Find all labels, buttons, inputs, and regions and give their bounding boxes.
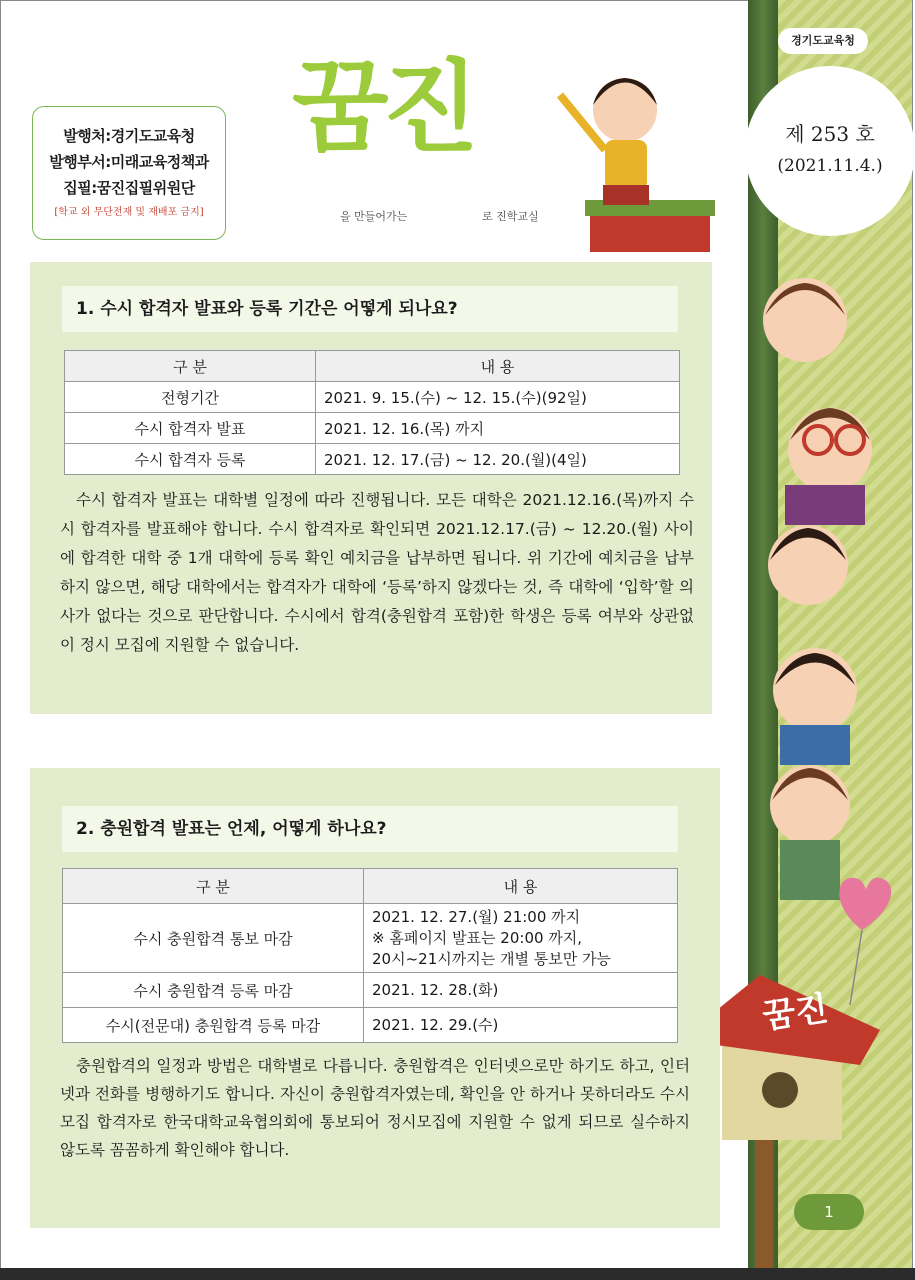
table-cell-label: 수시 충원합격 통보 마감 [63, 904, 364, 973]
publisher-line: 집필:꿈진집필위원단 [63, 179, 195, 197]
title-subtitle-right: 로 진학교실 [482, 210, 539, 223]
table-cell-label: 전형기간 [65, 382, 316, 413]
title-subtitle-left: 을 만들어가는 [340, 210, 408, 223]
table-header-cell: 내 용 [364, 869, 678, 904]
kids-column-illustration [763, 278, 872, 900]
newsletter-title: 꿈진 [292, 49, 474, 166]
table-row [63, 904, 678, 973]
table-cell-line: 20시~21시까지는 개별 통보만 가능 [372, 949, 611, 968]
table-cell-value: 2021. 12. 29.(수) [364, 1008, 678, 1043]
table-header-cell: 내 용 [316, 351, 680, 382]
issue-number: 제 253 호 [785, 122, 875, 146]
table-cell-label: 수시(전문대) 충원합격 등록 마감 [63, 1008, 364, 1043]
section2-paragraph: 충원합격의 일정과 방법은 대학별로 다릅니다. 충원합격은 인터넷으로만 하기도 하고, 인터넷과 전화를 병행하기도 합니다. 자신이 충원합격자였는데, 확인을 안 하거나 못하더라도 수시모집 합격자로 한국대학교육협의회에 통보되어 정시모집에 지원할 수 없게 되므로 실수하지 않도록 꼼꼼하게 확인해야 합니다. [60, 1057, 690, 1159]
table-cell-value: 2021. 9. 15.(수) ~ 12. 15.(수)(92일) [316, 382, 680, 413]
table-row [63, 973, 678, 1008]
table-cell-label: 수시 충원합격 등록 마감 [63, 973, 364, 1008]
girl-illustration [560, 78, 715, 252]
section2-table [62, 868, 678, 1043]
table-header-cell: 구 분 [63, 869, 364, 904]
section1-paragraph: 수시 합격자 발표는 대학별 일정에 따라 진행됩니다. 모든 대학은 2021.12.16.(목)까지 수시 합격자를 발표해야 합니다. 수시 합격자로 확인되면 2021.12.17.(금) ~ 12.20.(월) 사이에 합격한 대학 중 1개 대학에 등록 확인 예치금을 납부하면 됩니다. 위 기간에 예치금을 납부하지 않으면, 해당 대학에서는 합격자가 대학에 ‘등록’하지 않겠다는 것, 즉 대학에 ‘입학’할 의사가 없다는 것으로 판단합니다. 수시에서 합격(충원합격 포함)한 학생은 등록 여부와 상관없이 정시 모집에 지원할 수 없습니다. [60, 491, 694, 654]
table-cell-value: 2021. 12. 28.(화) [364, 973, 678, 1008]
copyright-note: [학교 외 무단전재 및 재배포 금지] [54, 207, 204, 218]
table-cell-value: 2021. 12. 16.(목) 까지 [316, 413, 680, 444]
issue-circle [745, 66, 915, 236]
agency-tag: 경기도교육청 [778, 28, 868, 54]
table-header-row [65, 351, 680, 382]
table-cell-line: 2021. 12. 27.(월) 21:00 까지 [372, 907, 581, 926]
table-row [65, 382, 680, 413]
table-header-row [63, 869, 678, 904]
section2-question: 2. 충원합격 발표는 언제, 어떻게 하나요? [62, 806, 678, 852]
table-cell-label: 수시 합격자 등록 [65, 444, 316, 475]
table-cell-value [364, 904, 678, 973]
section1-table [64, 350, 680, 475]
table-row [63, 1008, 678, 1043]
publisher-line: 발행처:경기도교육청 [63, 127, 195, 145]
section1-question: 1. 수시 합격자 발표와 등록 기간은 어떻게 되나요? [62, 286, 678, 332]
table-row [65, 444, 680, 475]
table-cell-value: 2021. 12. 17.(금) ~ 12. 20.(월)(4일) [316, 444, 680, 475]
birdhouse-sign: 꿈진 [760, 988, 831, 1038]
issue-date: (2021.11.4.) [777, 156, 883, 176]
table-cell-label: 수시 합격자 발표 [65, 413, 316, 444]
page-number: 1 [794, 1194, 864, 1230]
bottom-bar [0, 1268, 915, 1280]
heart-balloon-illustration [839, 878, 891, 1005]
table-header-cell: 구 분 [65, 351, 316, 382]
publisher-box [32, 106, 226, 240]
publisher-line: 발행부서:미래교육정책과 [49, 153, 209, 171]
table-row [65, 413, 680, 444]
table-cell-line: ※ 홈페이지 발표는 20:00 까지, [372, 928, 583, 947]
